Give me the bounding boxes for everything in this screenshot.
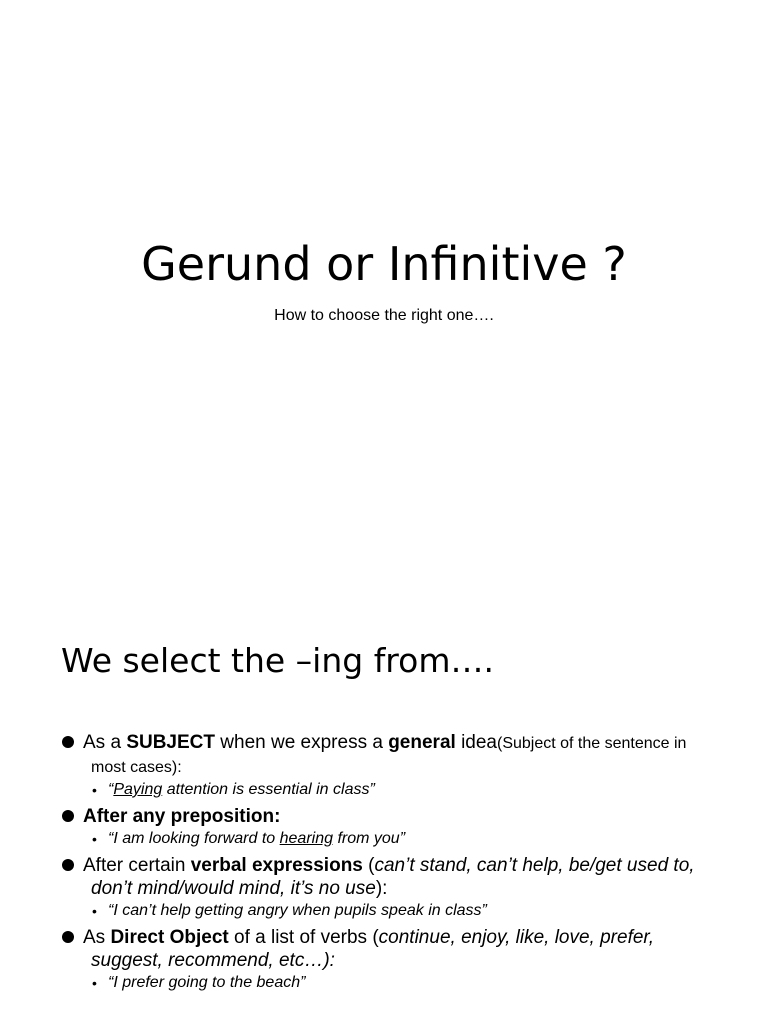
section-heading: We select the –ing from…. (61, 641, 494, 680)
bullet-dot-icon (62, 859, 74, 871)
bold-term: After any preposition (83, 806, 275, 827)
text-run: from you” (333, 830, 406, 847)
text-run: ( (362, 855, 375, 876)
italic-list: continue, enjoy, like, love, prefer, suggest, recommend, etc…): (91, 927, 654, 971)
sub-bullet-icon: • (92, 831, 97, 847)
bold-term: Direct Object (110, 927, 229, 948)
italic-list: can’t stand, can’t help, be/get used to, don’t mind/would mind, it’s no use (91, 855, 695, 899)
text-run: ): (375, 878, 388, 899)
text-run: After certain (83, 855, 191, 876)
text-run: As a (83, 732, 127, 753)
bullet-subject (60, 731, 710, 779)
bullet-text (83, 854, 710, 900)
bold-term: verbal expressions (190, 855, 363, 876)
text-run: “I am looking forward to (108, 830, 280, 847)
bold-term: general (388, 732, 456, 753)
text-run: of a list of verbs ( (228, 927, 379, 948)
slide-title: Gerund or Infinitive ? (141, 237, 627, 291)
text-run: “ (108, 781, 114, 798)
sub-bullet-icon: • (92, 782, 97, 798)
text-run: As (83, 927, 111, 948)
slide-subtitle: How to choose the right one…. (274, 307, 494, 324)
bullet-dot-icon (62, 736, 74, 748)
sub-bullet-icon: • (92, 975, 97, 991)
bullet-preposition (60, 805, 710, 828)
bullet-list (60, 731, 710, 998)
text-run: idea (455, 732, 497, 753)
bullet-text (83, 926, 710, 972)
example-direct-object (60, 972, 710, 994)
text-run: when we express a (215, 732, 389, 753)
example-preposition (60, 828, 710, 850)
small-note: (Subject of the sentence in most cases): (91, 735, 687, 776)
example-subject (60, 779, 710, 801)
underlined-word: Paying (113, 781, 163, 798)
example-text (108, 830, 405, 847)
underlined-word: hearing (279, 830, 333, 847)
text-run: attention is essential in class” (162, 781, 375, 798)
bold-term: SUBJECT (126, 732, 215, 753)
bullet-text (83, 731, 710, 779)
text-run: : (274, 806, 281, 827)
bullet-direct-object (60, 926, 710, 972)
example-verbal-expressions (60, 900, 710, 922)
bullet-text (83, 805, 710, 828)
example-text (108, 781, 375, 798)
bullet-dot-icon (62, 810, 74, 822)
bullet-verbal-expressions (60, 854, 710, 900)
example-text: “I can’t help getting angry when pupils speak in class” (108, 902, 487, 919)
example-text: “I prefer going to the beach” (108, 974, 306, 991)
sub-bullet-icon: • (92, 903, 97, 919)
bullet-dot-icon (62, 931, 74, 943)
